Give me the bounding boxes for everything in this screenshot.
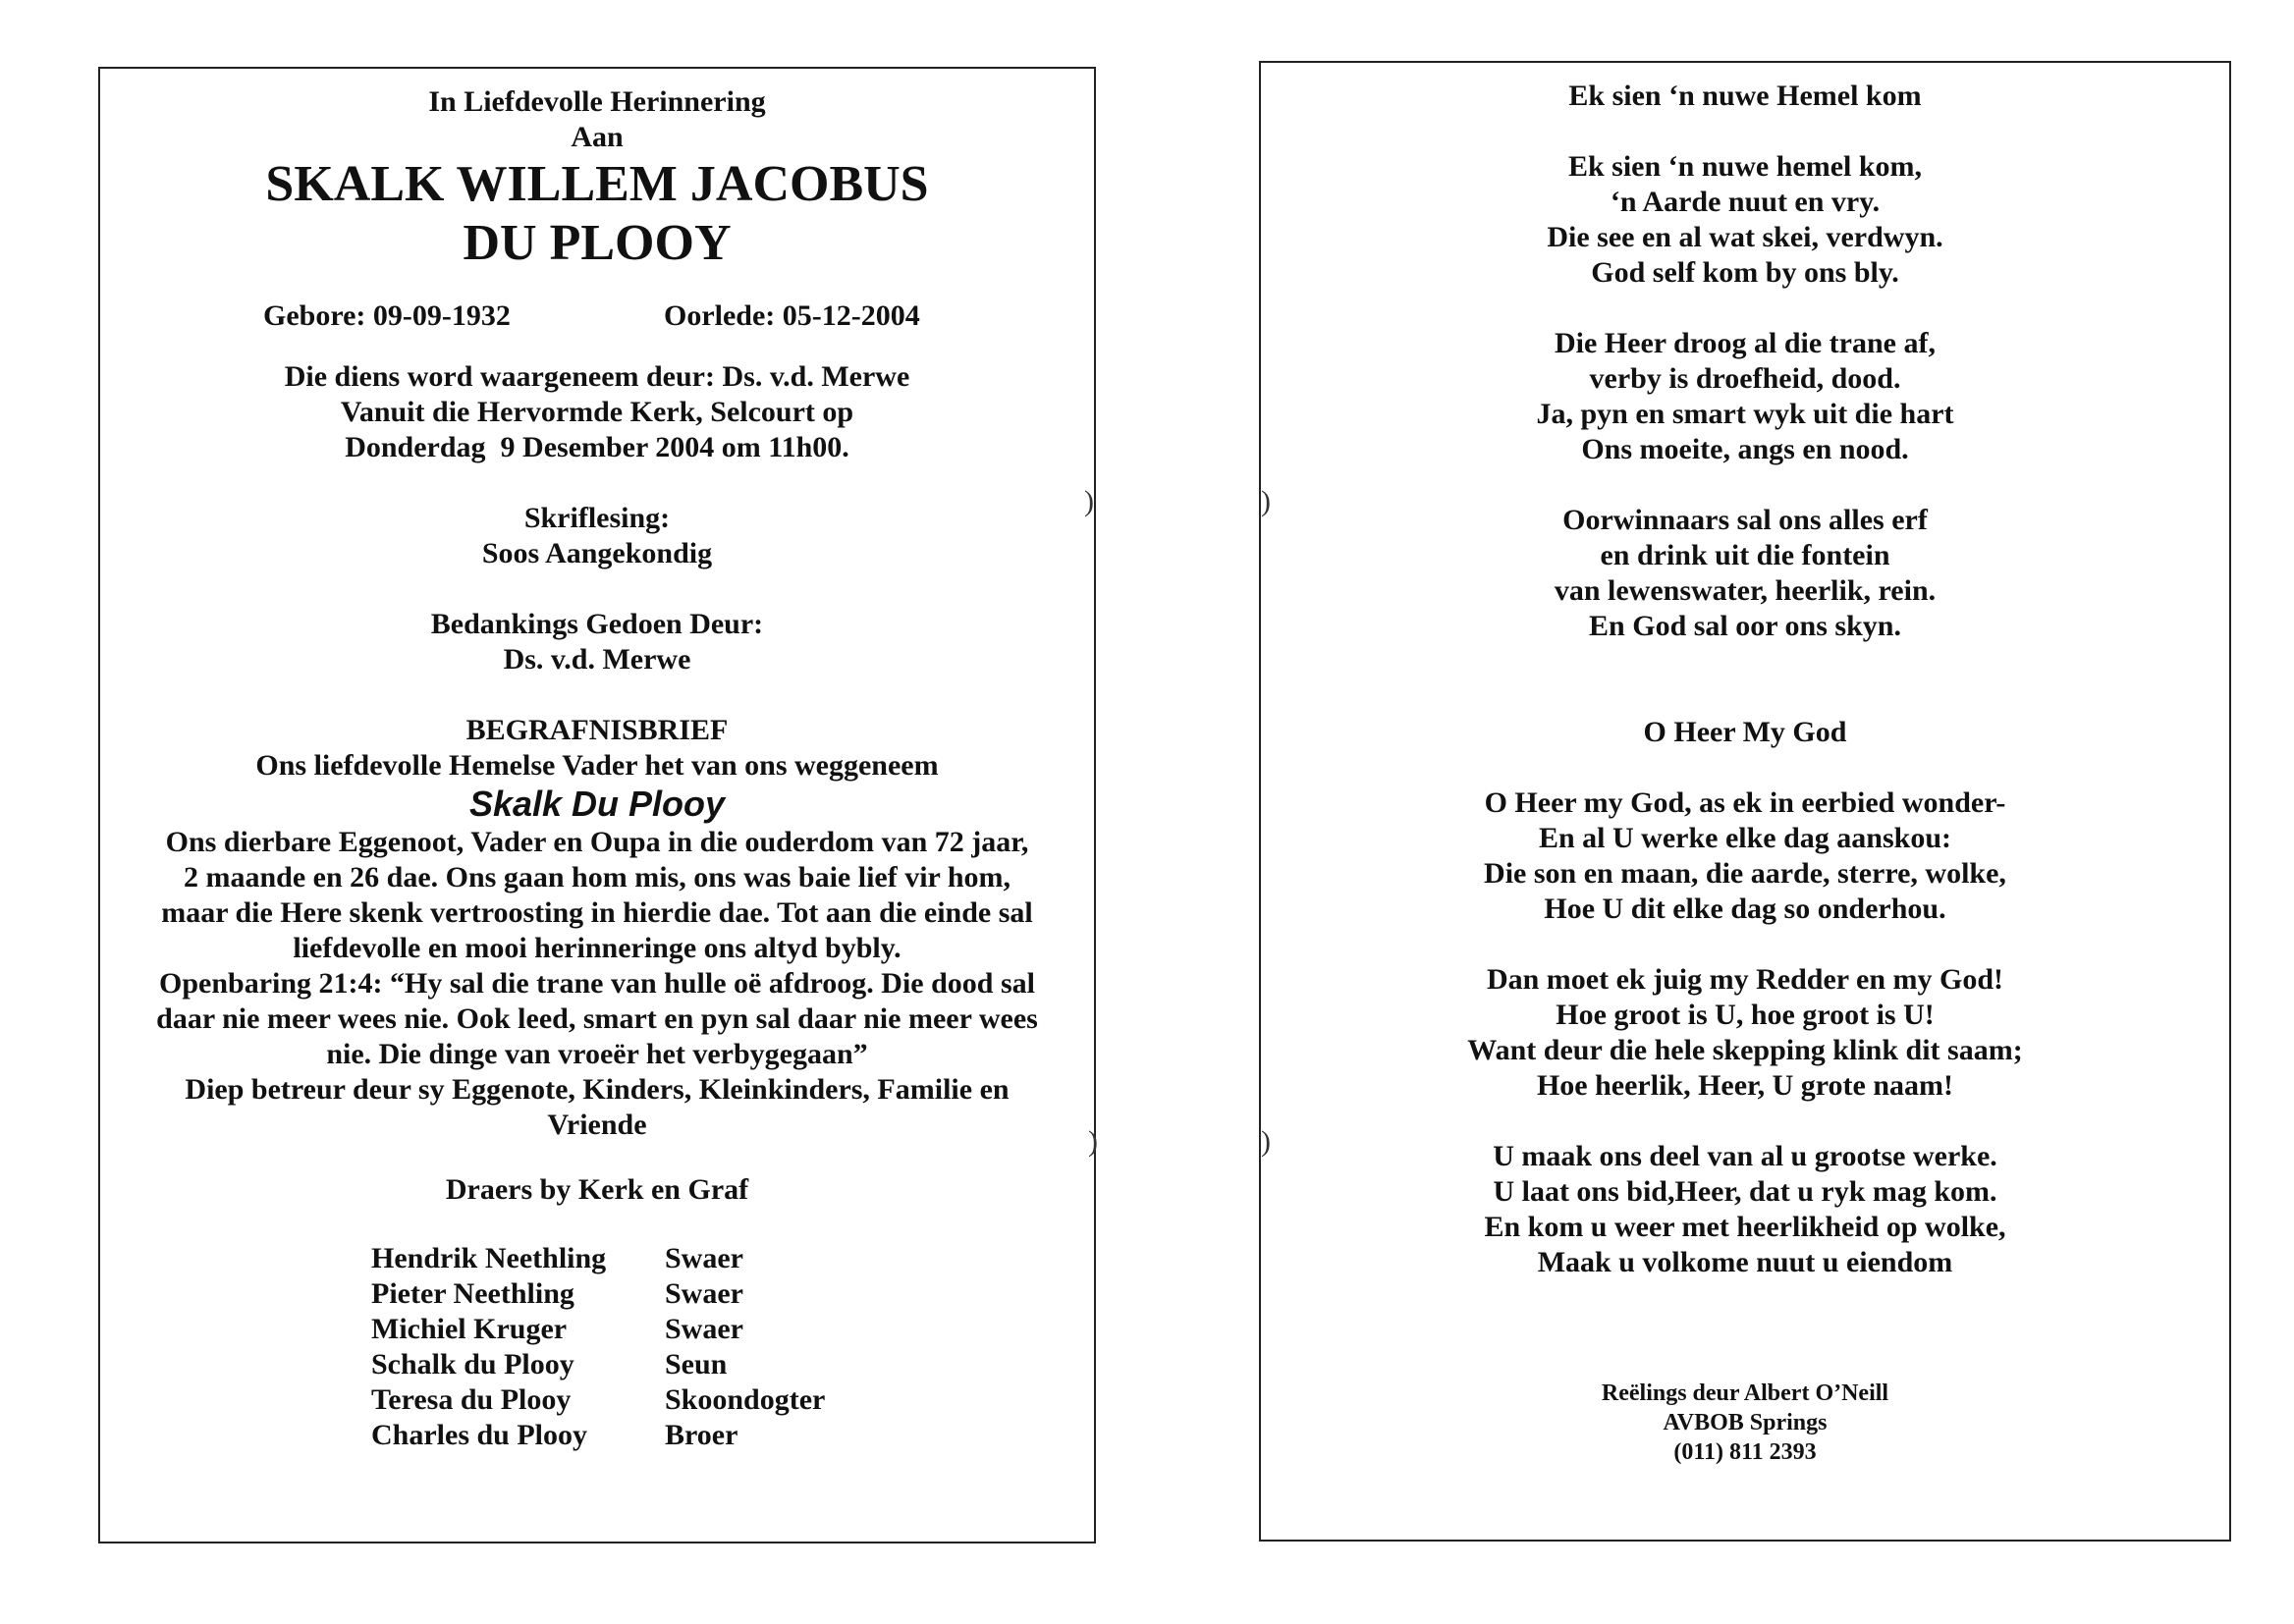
letter-body-line: Diep betreur deur sy Eggenote, Kinders, Kleinkinders, Familie en: [185, 1073, 1010, 1106]
bearer-relation: Swaer: [665, 1313, 743, 1345]
bearer-row: [100, 1347, 1094, 1382]
hymn-line: En kom u weer met heerlikheid op wolke,: [1484, 1211, 2006, 1243]
hymn-line: Oorwinnaars sal ons alles erf: [1562, 504, 1928, 536]
hymn-line: O Heer my God, as ek in eerbied wonder-: [1484, 786, 2006, 819]
deceased-name-line2: DU PLOOY: [463, 215, 732, 271]
hymn1-verse: [1261, 326, 2229, 467]
service-line: Donderdag 9 Desember 2004 om 11h00.: [345, 431, 849, 463]
bearers-list: [100, 1241, 1094, 1453]
fold-mark: ): [1261, 485, 1271, 517]
hymn-line: ‘n Aarde nuut en vry.: [1610, 186, 1881, 218]
hymn-line: Ons moeite, angs en nood.: [1581, 433, 1909, 465]
hymn1-verse: [1261, 503, 2229, 644]
hymn-line: Die see en al wat skei, verdwyn.: [1547, 221, 1943, 253]
bearer-name: Pieter Neethling: [371, 1277, 574, 1310]
thanks-value: Ds. v.d. Merwe: [503, 643, 691, 676]
letter-body-line: nie. Die dinge van vroeër het verbygegaan”: [326, 1038, 868, 1070]
bearer-name: Charles du Plooy: [371, 1419, 588, 1451]
bearer-name: Teresa du Plooy: [371, 1383, 572, 1416]
letter-body-line: maar die Here skenk vertroosting in hierdie dae. Tot aan die einde sal: [161, 896, 1033, 929]
bearer-relation: Skoondogter: [665, 1383, 826, 1416]
hymn-line: en drink uit die fontein: [1600, 539, 1890, 571]
credit-line: (011) 811 2393: [1673, 1439, 1817, 1465]
hymn-line: Maak u volkome nuut u eiendom: [1537, 1246, 1953, 1278]
hymn2-title: O Heer My God: [1643, 716, 1847, 748]
service-line: Die diens word waargeneem deur: Ds. v.d. Merwe: [284, 360, 910, 393]
left-page: [98, 67, 1096, 1543]
bearer-row: [100, 1312, 1094, 1347]
memorial-aan: Aan: [571, 121, 624, 153]
service-line: Vanuit die Hervormde Kerk, Selcourt op: [340, 396, 854, 428]
hymn-line: Hoe groot is U, hoe groot is U!: [1556, 999, 1935, 1031]
death-date: Oorlede: 05-12-2004: [664, 299, 920, 332]
bearer-row: [100, 1382, 1094, 1418]
bearer-name: Michiel Kruger: [371, 1313, 568, 1345]
letter-title: BEGRAFNISBRIEF: [465, 714, 729, 746]
dates-row: [100, 298, 1094, 338]
hymn-line: Want deur die hele skepping klink dit saam;: [1467, 1034, 2023, 1066]
hymn2-verse: [1261, 962, 2229, 1104]
bearer-relation: Broer: [665, 1419, 738, 1451]
bearer-relation: Seun: [665, 1348, 728, 1380]
letter-name: Skalk Du Plooy: [468, 784, 726, 824]
reading-value: Soos Aangekondig: [481, 537, 713, 569]
memorial-heading: In Liefdevolle Herinnering: [428, 85, 766, 118]
letter-body-line: liefdevolle en mooi herinneringe ons altyd bybly.: [293, 932, 901, 964]
hymn-line: Dan moet ek juig my Redder en my God!: [1486, 963, 2004, 996]
hymn2-verse: [1261, 1139, 2229, 1280]
letter-body-line: 2 maande en 26 dae. Ons gaan hom mis, ons was baie lief vir hom,: [183, 861, 1011, 893]
credit-line: AVBOB Springs: [1663, 1410, 1828, 1435]
thanks-section: [100, 607, 1094, 677]
letter-intro: Ons liefdevolle Hemelse Vader het van ons weggeneem: [255, 749, 939, 782]
fold-mark: ): [1088, 1125, 1098, 1158]
bearers-title: Draers by Kerk en Graf: [445, 1173, 749, 1206]
hymn-line: Ja, pyn en smart wyk uit die hart: [1536, 398, 1954, 430]
hymn-line: En God sal oor ons skyn.: [1589, 610, 1901, 642]
bearer-relation: Swaer: [665, 1277, 743, 1310]
letter-body-line: Ons dierbare Eggenoot, Vader en Oupa in die ouderdom van 72 jaar,: [165, 826, 1029, 858]
letter-body-line: daar nie meer wees nie. Ook leed, smart en pyn sal daar nie meer wees: [156, 1002, 1038, 1035]
hymn2-verse: [1261, 785, 2229, 927]
funeral-credits: [1261, 1379, 2229, 1467]
hymn-line: verby is droefheid, dood.: [1589, 362, 1901, 395]
hymn-line: U maak ons deel van al u grootse werke.: [1493, 1140, 1997, 1172]
birth-date: Gebore: 09-09-1932: [263, 299, 511, 332]
bearer-relation: Swaer: [665, 1242, 743, 1274]
hymn-line: Die Heer droog al die trane af,: [1555, 327, 1936, 359]
hymn-line: Ek sien ‘n nuwe hemel kom,: [1567, 150, 1923, 183]
hymn-line: U laat ons bid,Heer, dat u ryk mag kom.: [1493, 1175, 1997, 1208]
deceased-name-line1: SKALK WILLEM JACOBUS: [265, 156, 929, 212]
bearer-row: [100, 1418, 1094, 1453]
thanks-label: Bedankings Gedoen Deur:: [430, 608, 764, 640]
hymn-line: God self kom by ons bly.: [1591, 256, 1899, 289]
hymn-line: Hoe U dit elke dag so onderhou.: [1544, 893, 1946, 925]
funeral-letter: [100, 713, 1094, 1143]
credit-line: Reëlings deur Albert O’Neill: [1601, 1380, 1889, 1406]
hymn-line: En al U werke elke dag aanskou:: [1538, 822, 1952, 854]
hymn-line: Hoe heerlik, Heer, U grote naam!: [1536, 1069, 1954, 1102]
hymn-line: van lewenswater, heerlik, rein.: [1554, 574, 1937, 607]
hymn-line: Die son en maan, die aarde, sterre, wolke,: [1484, 857, 2006, 890]
letter-body-line: Vriende: [547, 1109, 647, 1141]
right-page: [1259, 61, 2231, 1542]
fold-mark: ): [1084, 485, 1094, 517]
bearer-name: Schalk du Plooy: [371, 1348, 574, 1380]
scripture-reading: [100, 501, 1094, 571]
hymn1-title: Ek sien ‘n nuwe Hemel kom: [1568, 80, 1922, 112]
letter-body-line: Openbaring 21:4: “Hy sal die trane van hulle oë afdroog. Die dood sal: [158, 967, 1035, 1000]
bearer-row: [100, 1241, 1094, 1276]
reading-label: Skriflesing:: [523, 502, 671, 534]
bearer-name: Hendrik Neethling: [371, 1242, 607, 1274]
fold-mark: ): [1261, 1125, 1271, 1158]
service-details: [100, 359, 1094, 465]
hymn1-verse: [1261, 149, 2229, 291]
bearer-row: [100, 1276, 1094, 1312]
